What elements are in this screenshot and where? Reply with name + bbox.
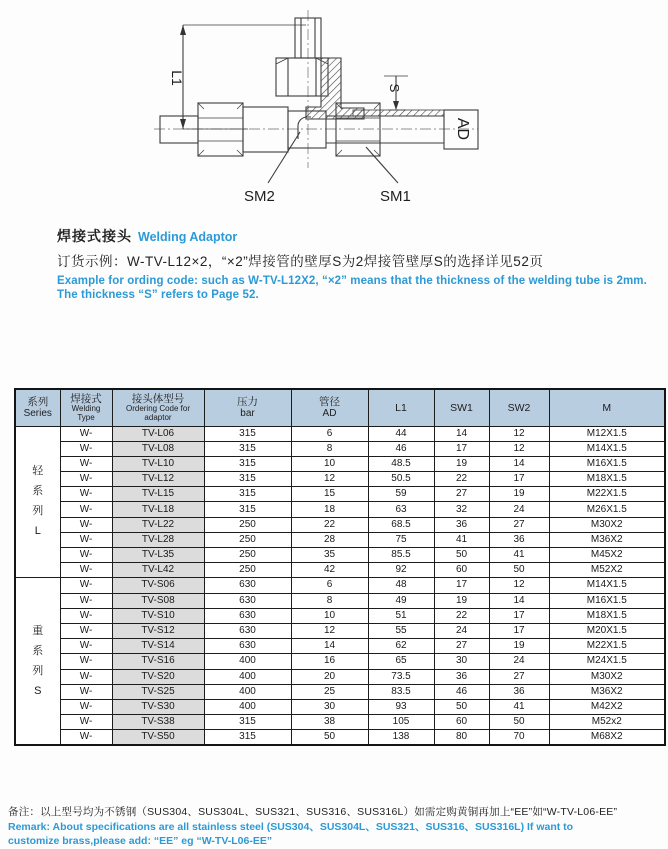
col-header-series-zh: 系列 — [27, 395, 49, 408]
table-row — [15, 472, 665, 487]
cell-sw2: 17 — [489, 472, 549, 487]
cell-pressure-bar: 250 — [204, 517, 291, 532]
cell-ordering-code: TV-L12 — [112, 472, 204, 487]
cell-welding-type: W- — [60, 699, 112, 714]
cell-thread-m: M18X1.5 — [549, 472, 665, 487]
cell-tube-ad: 30 — [291, 699, 368, 714]
cell-sw2: 24 — [489, 502, 549, 517]
cell-thread-m: M30X2 — [549, 517, 665, 532]
order-example-en-line1: Example for ording code: such as W-TV-L12X2, “×2” means that the thickness of the welding tube is 2mm. — [57, 275, 647, 287]
cell-ordering-code: TV-L42 — [112, 563, 204, 578]
drawing-label-ad: AD — [453, 117, 471, 141]
cell-pressure-bar: 315 — [204, 426, 291, 441]
series-label: 重 系 列 S — [15, 578, 60, 745]
cell-sw2: 27 — [489, 517, 549, 532]
cell-sw2: 19 — [489, 639, 549, 654]
drawing-label-l1: L1 — [169, 70, 185, 86]
cell-sw2: 36 — [489, 684, 549, 699]
cell-l1: 55 — [368, 623, 434, 638]
order-example-en-line2: The thickness “S” refers to Page 52. — [57, 289, 259, 302]
cell-l1: 51 — [368, 608, 434, 623]
cell-welding-type: W- — [60, 532, 112, 547]
remark-en-line1: Remark: About specifications are all stainless steel (SUS304、SUS304L、SUS321、SUS316、SUS316L) If want to — [8, 821, 574, 833]
cell-ordering-code: TV-S16 — [112, 654, 204, 669]
cell-l1: 46 — [368, 441, 434, 456]
cell-welding-type: W- — [60, 563, 112, 578]
cell-welding-type: W- — [60, 456, 112, 471]
col-header-welding-en1: Welding — [71, 404, 101, 414]
cell-ordering-code: TV-L35 — [112, 548, 204, 563]
table-row — [15, 684, 665, 699]
cell-pressure-bar: 315 — [204, 502, 291, 517]
table-row — [15, 730, 665, 745]
cell-sw1: 22 — [434, 608, 489, 623]
cell-sw2: 19 — [489, 487, 549, 502]
col-header-diameter-en: AD — [322, 408, 337, 420]
cell-l1: 138 — [368, 730, 434, 745]
cell-welding-type: W- — [60, 608, 112, 623]
cell-ordering-code: TV-S14 — [112, 639, 204, 654]
cell-welding-type: W- — [60, 548, 112, 563]
cell-ordering-code: TV-S50 — [112, 730, 204, 745]
cell-l1: 73.5 — [368, 669, 434, 684]
cell-welding-type: W- — [60, 472, 112, 487]
cell-l1: 93 — [368, 699, 434, 714]
cell-ordering-code: TV-L06 — [112, 426, 204, 441]
remark-en-line2: customize brass,please add: “EE” eg “W-TV-L06-EE” — [8, 834, 273, 847]
series-label: 轻 系 列 L — [15, 426, 60, 578]
cell-ordering-code: TV-S38 — [112, 715, 204, 730]
cell-welding-type: W- — [60, 441, 112, 456]
col-header-diameter-zh: 管径 — [319, 395, 340, 408]
drawing-label-sm1: SM1 — [380, 188, 411, 205]
cell-ordering-code: TV-L10 — [112, 456, 204, 471]
spec-table-body — [15, 426, 665, 745]
cell-tube-ad: 12 — [291, 472, 368, 487]
cell-sw1: 60 — [434, 715, 489, 730]
cell-tube-ad: 38 — [291, 715, 368, 730]
cell-l1: 85.5 — [368, 548, 434, 563]
cell-ordering-code: TV-L08 — [112, 441, 204, 456]
spec-table — [14, 388, 666, 746]
col-header-pressure-zh: 压力 — [237, 395, 258, 408]
col-header-tube-ad — [291, 389, 368, 426]
col-header-sw2: SW2 — [489, 389, 549, 426]
table-row — [15, 715, 665, 730]
cell-sw1: 17 — [434, 578, 489, 593]
cell-ordering-code: TV-L15 — [112, 487, 204, 502]
cell-sw1: 24 — [434, 623, 489, 638]
cell-pressure-bar: 400 — [204, 654, 291, 669]
cell-tube-ad: 22 — [291, 517, 368, 532]
cell-tube-ad: 8 — [291, 441, 368, 456]
cell-thread-m: M68X2 — [549, 730, 665, 745]
cell-welding-type: W- — [60, 639, 112, 654]
cell-sw1: 22 — [434, 472, 489, 487]
col-header-welding-zh: 焊接式 — [70, 393, 102, 406]
cell-thread-m: M14X1.5 — [549, 441, 665, 456]
cell-thread-m: M16X1.5 — [549, 456, 665, 471]
order-example-zh: 订货示例：W-TV-L12×2，“×2”焊接管的壁厚S为2焊接管壁厚S的选择详见52页 — [57, 254, 544, 269]
cell-welding-type: W- — [60, 517, 112, 532]
cell-tube-ad: 25 — [291, 684, 368, 699]
table-row — [15, 654, 665, 669]
cell-thread-m: M26X1.5 — [549, 502, 665, 517]
tee-fitting-diagram — [148, 6, 492, 212]
cell-ordering-code: TV-S25 — [112, 684, 204, 699]
cell-l1: 75 — [368, 532, 434, 547]
cell-pressure-bar: 630 — [204, 623, 291, 638]
intro-block — [57, 226, 647, 303]
cell-l1: 63 — [368, 502, 434, 517]
cell-welding-type: W- — [60, 669, 112, 684]
cell-pressure-bar: 630 — [204, 608, 291, 623]
col-header-l1: L1 — [368, 389, 434, 426]
drawing-label-s: S — [387, 83, 402, 93]
col-header-ordering-code — [112, 389, 204, 426]
section-title-en: Welding Adaptor — [138, 230, 238, 244]
cell-sw2: 17 — [489, 623, 549, 638]
cell-l1: 65 — [368, 654, 434, 669]
cell-thread-m: M52x2 — [549, 715, 665, 730]
col-header-thread-m: M — [549, 389, 665, 426]
col-header-series — [15, 389, 60, 426]
cell-pressure-bar: 250 — [204, 563, 291, 578]
table-row — [15, 669, 665, 684]
col-header-pressure — [204, 389, 291, 426]
table-header-row — [15, 389, 665, 426]
table-row — [15, 441, 665, 456]
cell-pressure-bar: 400 — [204, 699, 291, 714]
cell-tube-ad: 12 — [291, 623, 368, 638]
cell-l1: 48 — [368, 578, 434, 593]
table-row — [15, 502, 665, 517]
cell-pressure-bar: 630 — [204, 639, 291, 654]
cell-pressure-bar: 630 — [204, 593, 291, 608]
cell-sw2: 12 — [489, 578, 549, 593]
cell-pressure-bar: 630 — [204, 578, 291, 593]
cell-sw1: 80 — [434, 730, 489, 745]
cell-welding-type: W- — [60, 487, 112, 502]
cell-welding-type: W- — [60, 578, 112, 593]
table-row — [15, 517, 665, 532]
cell-sw1: 50 — [434, 548, 489, 563]
cell-welding-type: W- — [60, 684, 112, 699]
cell-l1: 83.5 — [368, 684, 434, 699]
cell-ordering-code: TV-L18 — [112, 502, 204, 517]
cell-ordering-code: TV-S08 — [112, 593, 204, 608]
cell-thread-m: M52X2 — [549, 563, 665, 578]
welding-adaptor-drawing — [148, 6, 492, 212]
cell-tube-ad: 42 — [291, 563, 368, 578]
cell-tube-ad: 8 — [291, 593, 368, 608]
cell-welding-type: W- — [60, 715, 112, 730]
remark-zh: 备注：以上型号均为不锈钢（SUS304、SUS304L、SUS321、SUS316、SUS316L）如需定购黄铜再加上“EE”如“W-TV-L06-EE” — [8, 806, 618, 818]
cell-welding-type: W- — [60, 654, 112, 669]
remark-block — [8, 804, 664, 848]
cell-tube-ad: 10 — [291, 456, 368, 471]
table-row — [15, 639, 665, 654]
cell-tube-ad: 10 — [291, 608, 368, 623]
cell-sw2: 24 — [489, 654, 549, 669]
cell-l1: 48.5 — [368, 456, 434, 471]
table-row — [15, 532, 665, 547]
cell-l1: 50.5 — [368, 472, 434, 487]
cell-sw2: 12 — [489, 441, 549, 456]
cell-sw2: 70 — [489, 730, 549, 745]
cell-sw1: 27 — [434, 639, 489, 654]
cell-l1: 49 — [368, 593, 434, 608]
cell-tube-ad: 14 — [291, 639, 368, 654]
cell-l1: 44 — [368, 426, 434, 441]
cell-welding-type: W- — [60, 502, 112, 517]
table-row — [15, 608, 665, 623]
cell-thread-m: M22X1.5 — [549, 487, 665, 502]
section-title-zh: 焊接式接头 — [57, 228, 132, 244]
cell-pressure-bar: 250 — [204, 532, 291, 547]
table-row — [15, 456, 665, 471]
cell-sw1: 19 — [434, 593, 489, 608]
table-row — [15, 548, 665, 563]
cell-welding-type: W- — [60, 426, 112, 441]
cell-tube-ad: 6 — [291, 426, 368, 441]
cell-sw2: 41 — [489, 699, 549, 714]
cell-thread-m: M42X2 — [549, 699, 665, 714]
cell-welding-type: W- — [60, 623, 112, 638]
cell-sw1: 41 — [434, 532, 489, 547]
cell-sw2: 14 — [489, 593, 549, 608]
cell-ordering-code: TV-S10 — [112, 608, 204, 623]
cell-pressure-bar: 315 — [204, 456, 291, 471]
cell-sw1: 19 — [434, 456, 489, 471]
cell-welding-type: W- — [60, 730, 112, 745]
cell-tube-ad: 6 — [291, 578, 368, 593]
cell-sw2: 41 — [489, 548, 549, 563]
cell-sw1: 60 — [434, 563, 489, 578]
cell-l1: 59 — [368, 487, 434, 502]
cell-sw1: 14 — [434, 426, 489, 441]
cell-sw1: 27 — [434, 487, 489, 502]
cell-sw2: 27 — [489, 669, 549, 684]
section-title — [57, 226, 647, 246]
cell-ordering-code: TV-S12 — [112, 623, 204, 638]
cell-sw2: 50 — [489, 563, 549, 578]
cell-thread-m: M18X1.5 — [549, 608, 665, 623]
drawing-label-sm2: SM2 — [244, 188, 275, 205]
table-row — [15, 487, 665, 502]
cell-sw2: 14 — [489, 456, 549, 471]
table-row — [15, 699, 665, 714]
cell-sw1: 46 — [434, 684, 489, 699]
cell-pressure-bar: 315 — [204, 487, 291, 502]
table-row — [15, 563, 665, 578]
cell-pressure-bar: 315 — [204, 715, 291, 730]
cell-pressure-bar: 315 — [204, 441, 291, 456]
cell-l1: 68.5 — [368, 517, 434, 532]
cell-pressure-bar: 250 — [204, 548, 291, 563]
col-header-welding-en2: Type — [77, 412, 95, 422]
table-row — [15, 593, 665, 608]
table-row — [15, 623, 665, 638]
cell-sw1: 50 — [434, 699, 489, 714]
cell-thread-m: M30X2 — [549, 669, 665, 684]
cell-ordering-code: TV-L22 — [112, 517, 204, 532]
cell-pressure-bar: 400 — [204, 669, 291, 684]
col-header-series-en: Series — [23, 408, 52, 420]
cell-tube-ad: 28 — [291, 532, 368, 547]
cell-ordering-code: TV-L28 — [112, 532, 204, 547]
table-row — [15, 578, 665, 593]
cell-l1: 62 — [368, 639, 434, 654]
cell-ordering-code: TV-S20 — [112, 669, 204, 684]
cell-pressure-bar: 400 — [204, 684, 291, 699]
col-header-welding-type — [60, 389, 112, 426]
cell-thread-m: M12X1.5 — [549, 426, 665, 441]
col-header-code-zh: 接头体型号 — [131, 393, 185, 406]
cell-tube-ad: 50 — [291, 730, 368, 745]
cell-l1: 92 — [368, 563, 434, 578]
cell-tube-ad: 16 — [291, 654, 368, 669]
cell-sw1: 30 — [434, 654, 489, 669]
cell-sw1: 36 — [434, 669, 489, 684]
cell-sw2: 17 — [489, 608, 549, 623]
col-header-sw1: SW1 — [434, 389, 489, 426]
cell-pressure-bar: 315 — [204, 730, 291, 745]
cell-l1: 105 — [368, 715, 434, 730]
cell-tube-ad: 15 — [291, 487, 368, 502]
cell-tube-ad: 20 — [291, 669, 368, 684]
col-header-pressure-en: bar — [240, 408, 255, 420]
col-header-code-en: Ordering Code for adaptor — [125, 404, 191, 422]
cell-sw1: 32 — [434, 502, 489, 517]
cell-welding-type: W- — [60, 593, 112, 608]
cell-thread-m: M20X1.5 — [549, 623, 665, 638]
cell-thread-m: M22X1.5 — [549, 639, 665, 654]
cell-pressure-bar: 315 — [204, 472, 291, 487]
cell-sw1: 36 — [434, 517, 489, 532]
cell-tube-ad: 18 — [291, 502, 368, 517]
cell-thread-m: M24X1.5 — [549, 654, 665, 669]
cell-thread-m: M36X2 — [549, 532, 665, 547]
cell-ordering-code: TV-S30 — [112, 699, 204, 714]
cell-ordering-code: TV-S06 — [112, 578, 204, 593]
cell-thread-m: M45X2 — [549, 548, 665, 563]
cell-sw1: 17 — [434, 441, 489, 456]
cell-sw2: 50 — [489, 715, 549, 730]
cell-thread-m: M36X2 — [549, 684, 665, 699]
table-row — [15, 426, 665, 441]
cell-thread-m: M14X1.5 — [549, 578, 665, 593]
cell-sw2: 12 — [489, 426, 549, 441]
cell-thread-m: M16X1.5 — [549, 593, 665, 608]
cell-tube-ad: 35 — [291, 548, 368, 563]
cell-sw2: 36 — [489, 532, 549, 547]
